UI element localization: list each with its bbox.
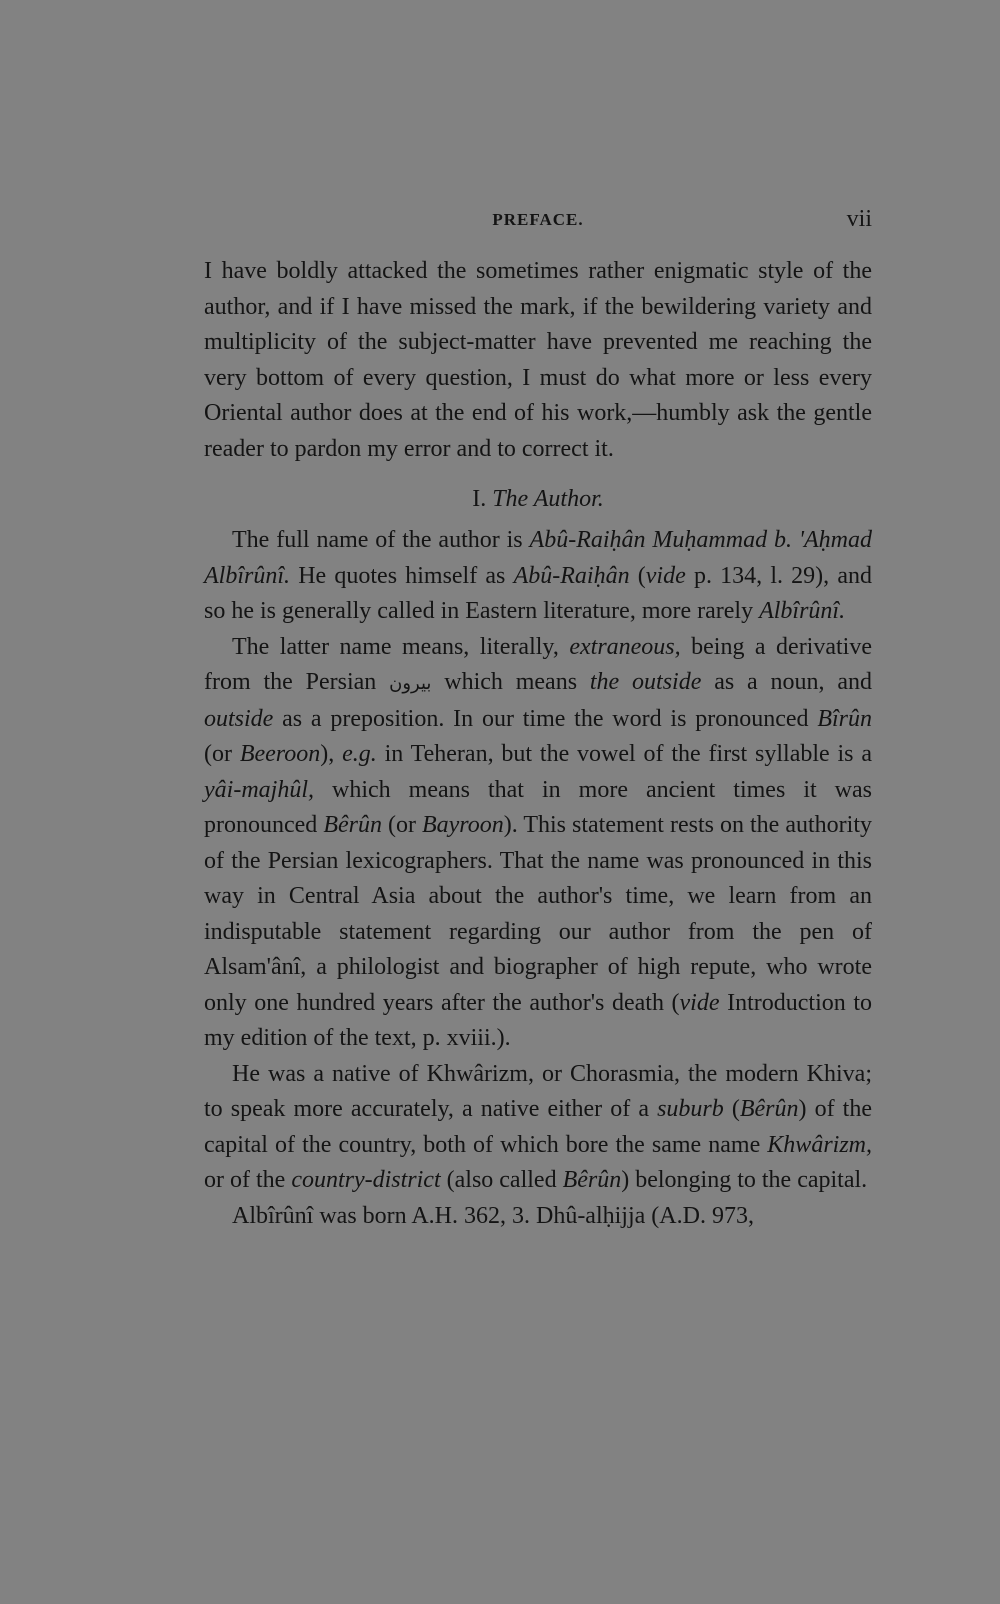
text-run: The full name of the author is	[232, 527, 530, 553]
running-title: PREFACE.	[492, 210, 584, 229]
italic-run: Bêrûn	[739, 1096, 799, 1122]
paragraph-full-name	[204, 523, 872, 630]
text-run: or of the	[204, 1167, 292, 1193]
italic-run: yâi-majhûl,	[204, 776, 314, 803]
paragraph-birth-date: Albîrûnî was born A.H. 362, 3. Dhû-alḥijja (A.D. 973,	[232, 1202, 754, 1229]
italic-run: Albîrûnî.	[759, 598, 846, 624]
text-run: as a noun, and	[701, 669, 873, 695]
text-run: (	[723, 1096, 740, 1122]
text-run: (also called	[440, 1167, 563, 1193]
text-run: ) belonging to the capital.	[621, 1167, 868, 1193]
text-run: as a preposition. In our time the word is pronounced	[273, 705, 818, 732]
italic-run: suburb	[657, 1096, 724, 1122]
text-run: (or	[204, 741, 240, 767]
italic-run: Bayroon	[421, 812, 504, 838]
text-run: being a derivative from the Persian	[204, 633, 872, 695]
italic-run: vide	[645, 562, 686, 589]
italic-run: Abû-Raiḥân Muḥammad b. 'Aḥmad Albîrûnî.	[204, 527, 873, 589]
italic-run: Khwârizm,	[767, 1131, 872, 1158]
book-page	[204, 204, 872, 1234]
italic-run: extraneous,	[569, 633, 681, 660]
text-run: Introduction to my edition of the text, p. xviii.).	[204, 989, 872, 1051]
page-number: vii	[846, 206, 872, 232]
text-run: He quotes himself as	[290, 562, 514, 589]
italic-run: country-district	[291, 1167, 441, 1193]
italic-run: Beeroon	[239, 741, 321, 767]
paragraph-name-meaning	[204, 630, 872, 1057]
text-run: which means	[431, 669, 590, 695]
text-run: (or	[381, 812, 422, 838]
italic-run: outside	[204, 705, 274, 732]
italic-run: e.g.	[342, 741, 377, 767]
text-run: in Teheran, but the vowel of the first syllable is a	[376, 741, 872, 767]
text-run: which means that in more ancient times it was pronounced	[204, 776, 872, 838]
paragraph-translator-note: I have boldly attacked the sometimes rather enigmatic style of the author, and if I have missed the mark, if the bewildering variety and multiplicity of the subject-matter have prevented me reaching the very bottom of every question, I must do what more or less every Oriental author does at the end of his work,—humbly ask the gentle reader to pardon my error and to correct it.	[204, 258, 872, 462]
italic-run: the outside	[589, 669, 702, 695]
section-number: I.	[472, 486, 487, 512]
text-run: The latter name means, literally,	[232, 633, 570, 660]
paragraph-birthplace	[204, 1057, 872, 1199]
text-run: ) of the capital of the country, both of which bore the same name	[204, 1096, 872, 1158]
section-title: The Author.	[492, 486, 604, 512]
text-run: ). This statement rests on the authority of the Persian lexicographers. That the name was pronounced in this way in Central Asia about the author's time, we learn from an indisputable statement regarding our author from the pen of Alsam'ânî, a philologist and biographer of high repute, who wrote only one hundred years after the author's death (	[204, 812, 872, 1016]
italic-run: Abû-Raiḥân	[513, 562, 630, 589]
running-head	[204, 204, 872, 240]
section-heading	[204, 486, 872, 513]
text-run: He was a native of Khwârizm, or Chorasmia, the modern Khiva; to speak more accurately, a native either of a	[204, 1060, 872, 1122]
persian-word: بيرون	[389, 673, 432, 694]
italic-run: Bîrûn	[817, 705, 872, 732]
text-run: (	[629, 562, 646, 589]
italic-run: vide	[679, 989, 720, 1016]
text-run: ),	[320, 741, 343, 767]
text-run: p. 134, l. 29), and so he is generally called in Eastern literature, more rarely	[204, 562, 873, 624]
italic-run: Bêrûn	[562, 1167, 622, 1193]
italic-run: Bêrûn	[323, 812, 382, 838]
